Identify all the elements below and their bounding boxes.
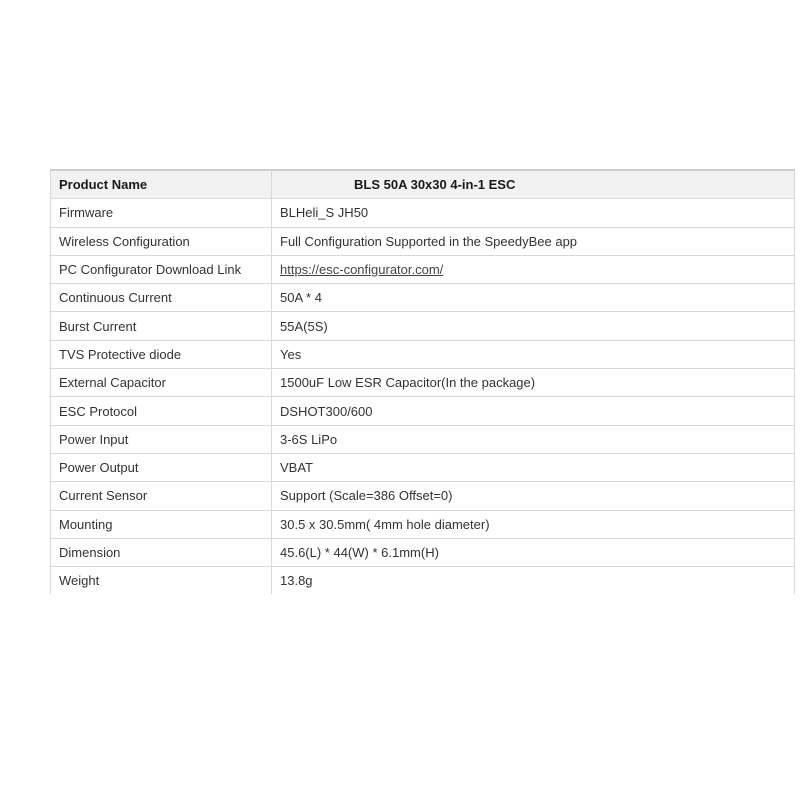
spec-label: Weight — [51, 567, 272, 595]
spec-label: Power Output — [51, 453, 272, 481]
spec-label: External Capacitor — [51, 369, 272, 397]
table-row — [51, 453, 795, 481]
table-row — [51, 482, 795, 510]
table-row — [51, 284, 795, 312]
spec-value: 50A * 4 — [272, 284, 795, 312]
spec-label: Burst Current — [51, 312, 272, 340]
header-label: Product Name — [51, 170, 272, 199]
spec-label: Continuous Current — [51, 284, 272, 312]
spec-value: 1500uF Low ESR Capacitor(In the package) — [272, 369, 795, 397]
table-row — [51, 369, 795, 397]
table-row — [51, 397, 795, 425]
spec-label: Wireless Configuration — [51, 227, 272, 255]
spec-value: Yes — [272, 340, 795, 368]
spec-value: 3-6S LiPo — [272, 425, 795, 453]
table-row — [51, 199, 795, 227]
spec-value: Full Configuration Supported in the SpeedyBee app — [272, 227, 795, 255]
spec-value: 30.5 x 30.5mm( 4mm hole diameter) — [272, 510, 795, 538]
table-row — [51, 312, 795, 340]
spec-label: ESC Protocol — [51, 397, 272, 425]
table-row — [51, 255, 795, 283]
spec-label: Power Input — [51, 425, 272, 453]
spec-label: Firmware — [51, 199, 272, 227]
spec-label: Current Sensor — [51, 482, 272, 510]
spec-value — [272, 255, 795, 283]
spec-value: Support (Scale=386 Offset=0) — [272, 482, 795, 510]
table-row — [51, 567, 795, 595]
product-name: BLS 50A 30x30 4-in-1 ESC — [272, 170, 795, 199]
spec-value: VBAT — [272, 453, 795, 481]
spec-value: 45.6(L) * 44(W) * 6.1mm(H) — [272, 538, 795, 566]
table-row — [51, 340, 795, 368]
spec-label: Dimension — [51, 538, 272, 566]
spec-label: TVS Protective diode — [51, 340, 272, 368]
spec-value: 13.8g — [272, 567, 795, 595]
spec-value: DSHOT300/600 — [272, 397, 795, 425]
table-row — [51, 538, 795, 566]
spec-label: Mounting — [51, 510, 272, 538]
spec-value: BLHeli_S JH50 — [272, 199, 795, 227]
table-row — [51, 425, 795, 453]
table-header-row — [51, 170, 795, 199]
table-row — [51, 510, 795, 538]
spec-table — [50, 169, 795, 594]
spec-label: PC Configurator Download Link — [51, 255, 272, 283]
table-row — [51, 227, 795, 255]
spec-value: 55A(5S) — [272, 312, 795, 340]
configurator-link[interactable]: https://esc-configurator.com/ — [280, 262, 444, 278]
